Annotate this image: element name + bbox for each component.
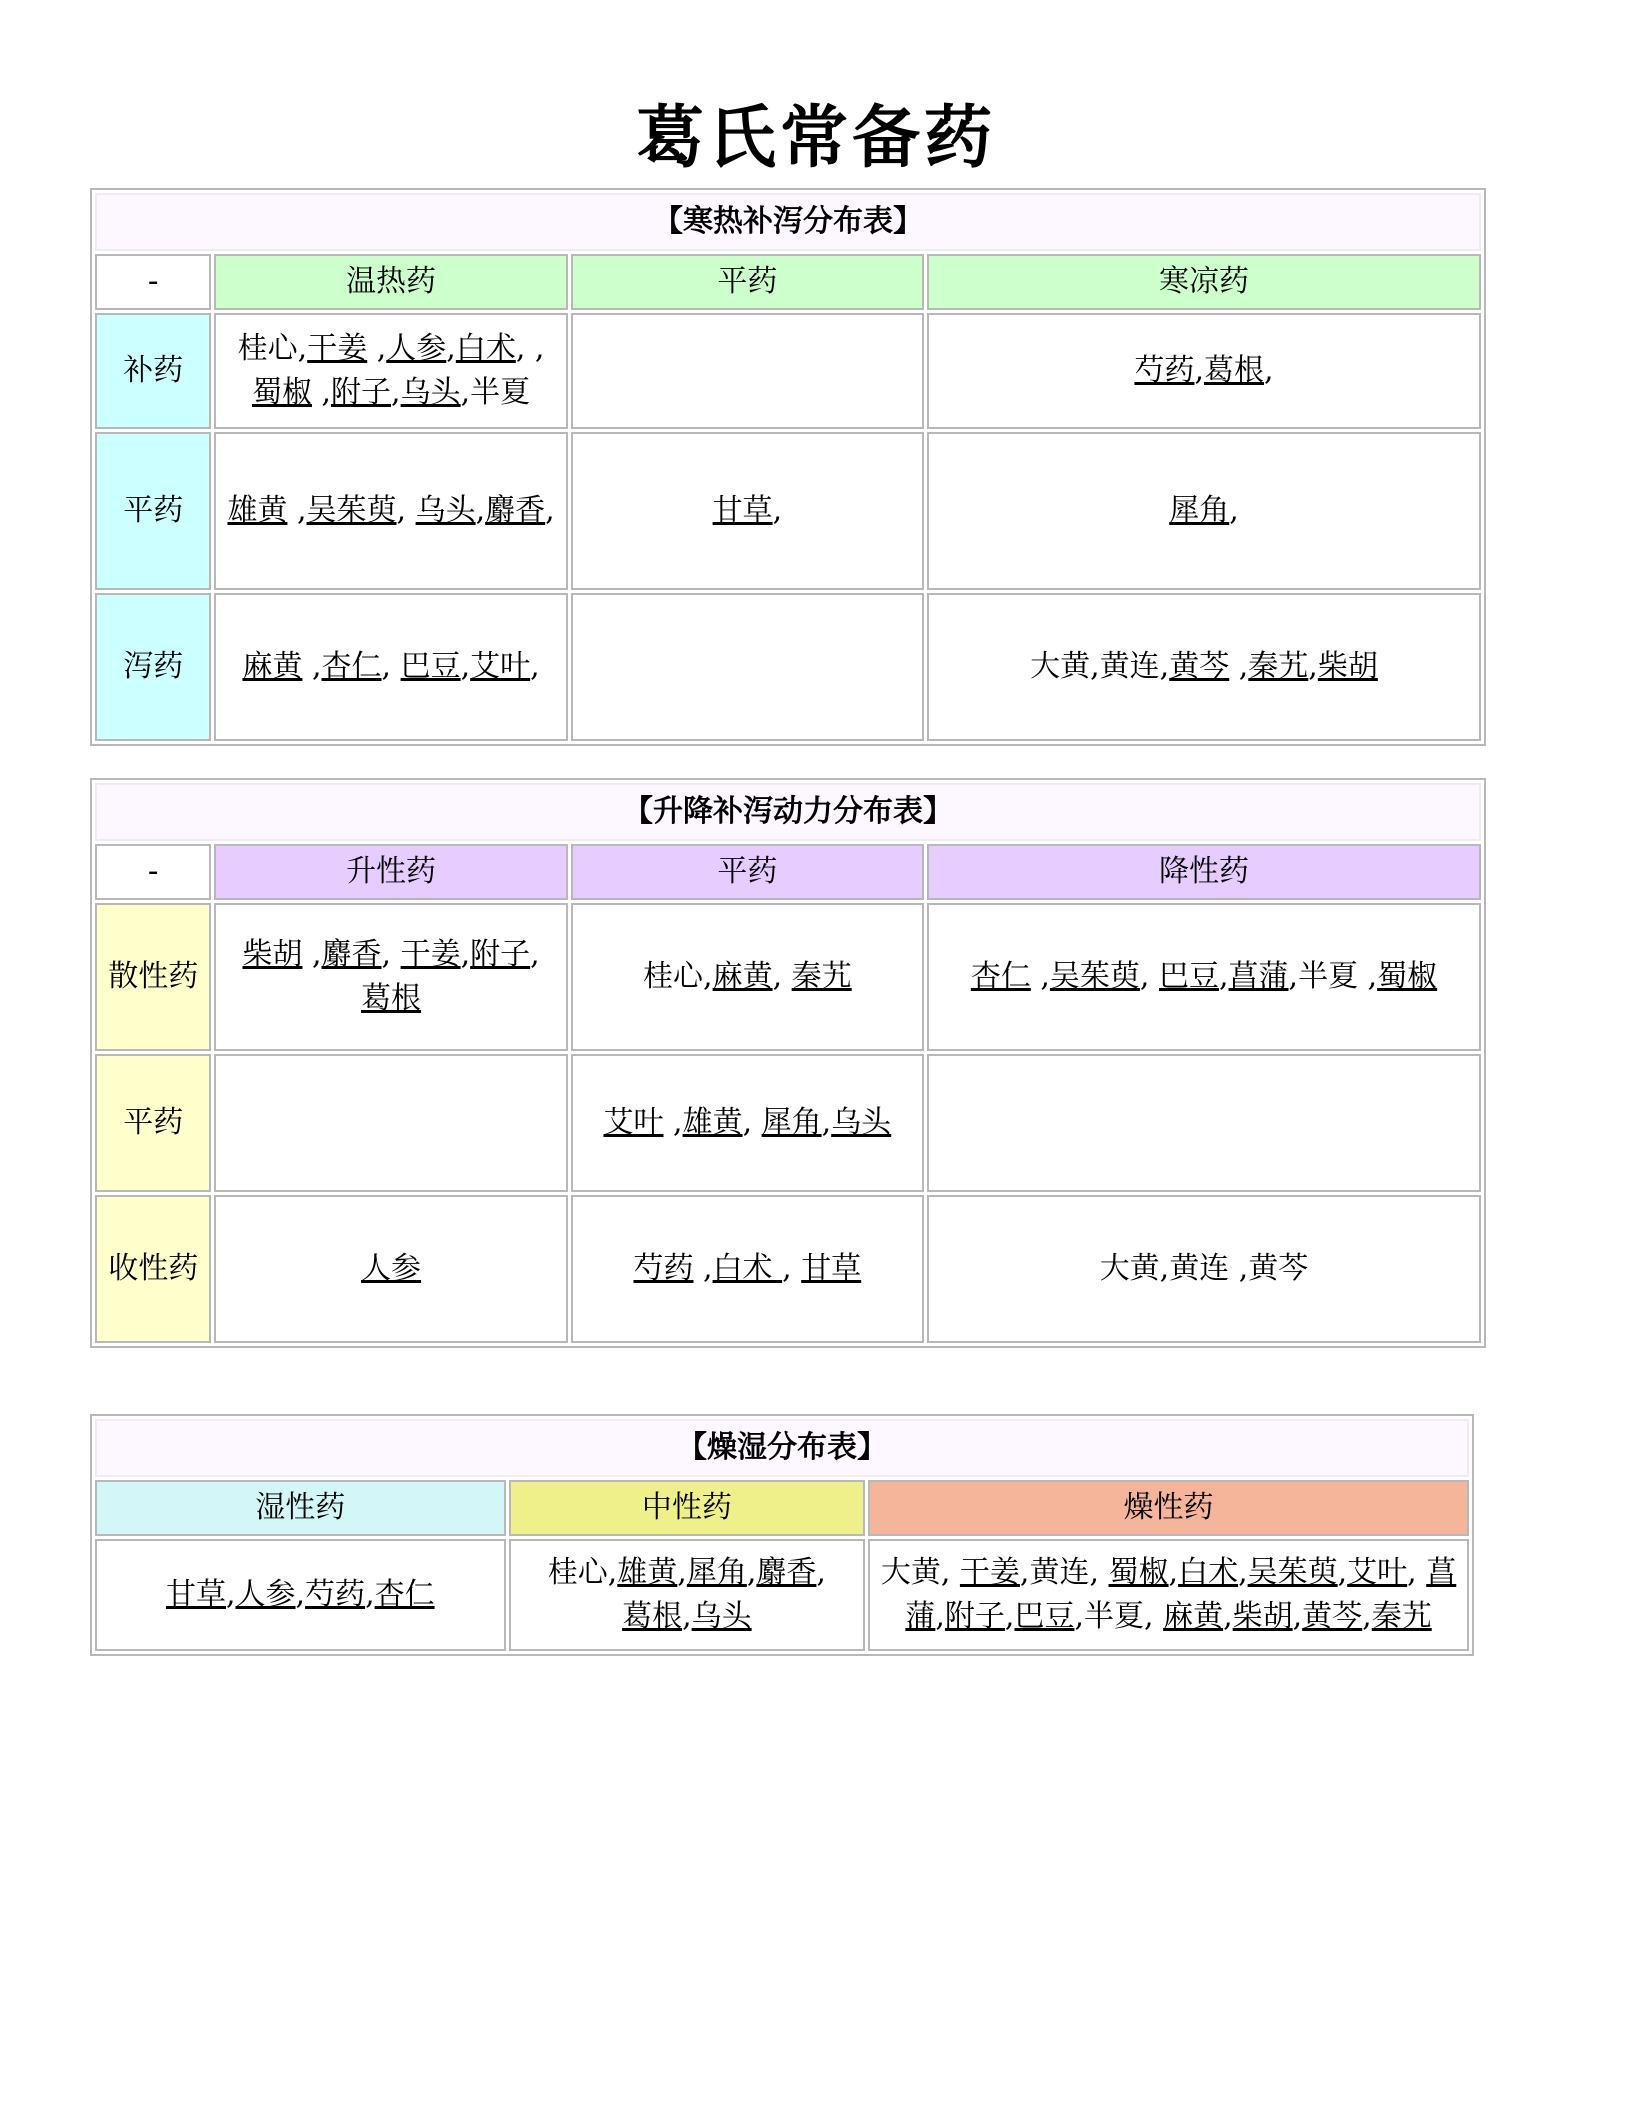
drug-link[interactable]: 附子: [470, 937, 531, 972]
drug-text: ,: [545, 493, 555, 528]
drug-link[interactable]: 秦艽: [791, 959, 852, 994]
table-caption: 【燥湿分布表】: [95, 1419, 1469, 1477]
drug-link[interactable]: 雄黄: [682, 1105, 743, 1140]
drug-link[interactable]: 干姜: [959, 1555, 1020, 1590]
drug-text: ,: [381, 649, 401, 684]
row-header: 散性药: [95, 903, 211, 1051]
column-header: 燥性药: [868, 1480, 1469, 1536]
drug-link[interactable]: 秦艽: [1371, 1599, 1432, 1634]
drug-text: ,: [816, 1555, 826, 1590]
drug-text: ,: [682, 1599, 692, 1634]
drug-link[interactable]: 菖蒲: [905, 1555, 1457, 1634]
drug-text: ,: [287, 493, 307, 528]
drug-link[interactable]: 巴豆: [1158, 959, 1219, 994]
drug-cell: [927, 432, 1481, 590]
drug-text: 大黄,: [880, 1555, 960, 1590]
corner-cell: -: [95, 254, 211, 310]
drug-cell: [509, 1539, 866, 1651]
drug-cell: [214, 903, 567, 1051]
drug-cell: [927, 903, 1481, 1051]
drug-link[interactable]: 白术: [712, 1251, 783, 1286]
drug-link[interactable]: 秦艽: [1248, 649, 1309, 684]
drug-text: ,: [742, 1105, 762, 1140]
drug-link[interactable]: 干姜: [307, 331, 368, 366]
drug-link[interactable]: 麻黄: [712, 959, 773, 994]
drug-text: ,半夏,: [1074, 1599, 1164, 1634]
drug-link[interactable]: 人参: [386, 331, 447, 366]
drug-text: ,: [1407, 1555, 1427, 1590]
row-header: 泻药: [95, 593, 211, 741]
drug-text: ,: [1139, 959, 1159, 994]
drug-cell: [214, 313, 567, 429]
drug-link[interactable]: 巴豆: [1014, 1599, 1075, 1634]
table-caption: 【寒热补泻分布表】: [95, 193, 1481, 251]
drug-link[interactable]: 雄黄: [227, 493, 288, 528]
row-header: 平药: [95, 432, 211, 590]
drug-cell: [927, 313, 1481, 429]
drug-link[interactable]: 犀角: [1169, 493, 1230, 528]
drug-link[interactable]: 乌头: [831, 1105, 892, 1140]
drug-link[interactable]: 乌头: [400, 375, 461, 410]
corner-cell: -: [95, 844, 211, 900]
drug-link[interactable]: 犀角: [686, 1555, 747, 1590]
drug-text: ,: [515, 331, 535, 366]
drug-link[interactable]: 葛根: [622, 1599, 683, 1634]
drug-link[interactable]: 白术: [455, 331, 516, 366]
drug-link[interactable]: 干姜: [400, 937, 461, 972]
drug-link[interactable]: 蜀椒: [1377, 959, 1438, 994]
drug-text: ,: [1362, 1599, 1372, 1634]
drug-link[interactable]: 黄芩: [1169, 649, 1230, 684]
row-header: 补药: [95, 313, 211, 429]
drug-cell: [927, 1195, 1481, 1343]
drug-text: ,: [381, 937, 401, 972]
drug-link[interactable]: 甘草: [801, 1251, 862, 1286]
drug-text: ,: [365, 1577, 375, 1612]
drug-text: ,: [663, 1105, 683, 1140]
drug-link[interactable]: 艾叶: [1347, 1555, 1408, 1590]
drug-text: ,: [446, 331, 456, 366]
row-header: 收性药: [95, 1195, 211, 1343]
drug-text: ,: [1194, 353, 1204, 388]
drug-link[interactable]: 杏仁: [321, 649, 382, 684]
drug-text: ,: [1263, 353, 1274, 388]
drug-link[interactable]: 吴茱萸: [306, 493, 397, 528]
drug-text: ,: [1229, 649, 1249, 684]
drug-cell: [95, 1539, 506, 1651]
drug-link[interactable]: 艾叶: [603, 1105, 664, 1140]
drug-link[interactable]: 柴胡: [242, 937, 303, 972]
drug-text: ,: [475, 493, 486, 528]
drug-text: ,: [311, 375, 332, 410]
drug-text: ,: [1030, 959, 1050, 994]
drug-link[interactable]: 蜀椒: [1108, 1555, 1169, 1590]
drug-text: ,黄连,: [1019, 1555, 1109, 1590]
ascend-descend-table: [90, 778, 1486, 1348]
drug-link[interactable]: 柴胡: [1317, 649, 1378, 684]
page-title: 葛氏常备药: [635, 99, 996, 178]
drug-text: 桂心,: [237, 331, 308, 366]
drug-text: ,: [396, 493, 416, 528]
drug-link[interactable]: 乌头: [691, 1599, 752, 1634]
column-header: 平药: [571, 254, 924, 310]
drug-text: ,: [1004, 1599, 1015, 1634]
drug-link[interactable]: 附子: [331, 375, 392, 410]
drug-link[interactable]: 麝香: [321, 937, 382, 972]
column-header: 寒凉药: [927, 254, 1481, 310]
drug-text: ,半夏 ,: [1288, 959, 1378, 994]
drug-cell: [571, 1054, 924, 1192]
drug-text: 大黄,黄连 ,黄芩: [1099, 1251, 1309, 1286]
drug-text: ,: [367, 331, 387, 366]
drug-text: ,: [1218, 959, 1229, 994]
drug-text: ,: [1292, 1599, 1303, 1634]
drug-text: ,: [302, 649, 322, 684]
drug-link[interactable]: 蜀椒: [251, 375, 312, 410]
drug-cell: [571, 432, 924, 590]
drug-link[interactable]: 麝香: [756, 1555, 817, 1590]
drug-text: ,半夏: [460, 375, 531, 410]
drug-text: ,: [782, 1251, 802, 1286]
drug-link[interactable]: 杏仁: [970, 959, 1031, 994]
table-caption: 【升降补泻动力分布表】: [95, 783, 1481, 841]
drug-text: ,: [935, 1599, 945, 1634]
drug-link[interactable]: 犀角: [761, 1105, 822, 1140]
drug-text: ,: [1308, 649, 1318, 684]
drug-cell: [214, 432, 567, 590]
drug-link[interactable]: 菖蒲: [1228, 959, 1289, 994]
drug-link[interactable]: 巴豆: [400, 649, 461, 684]
drug-link[interactable]: 柴胡: [1232, 1599, 1293, 1634]
column-header: 湿性药: [95, 1480, 506, 1536]
column-header: 平药: [571, 844, 924, 900]
drug-link[interactable]: 麝香: [485, 493, 546, 528]
drug-text: ,: [693, 1251, 713, 1286]
column-header: 中性药: [509, 1480, 866, 1536]
column-header: 升性药: [214, 844, 567, 900]
cold-heat-table: [90, 188, 1486, 746]
drug-cell: [868, 1539, 1469, 1651]
drug-text: ,: [530, 937, 540, 972]
drug-link[interactable]: 芍药: [305, 1577, 366, 1612]
drug-link[interactable]: 麻黄: [1163, 1599, 1224, 1634]
drug-text: ,: [534, 331, 545, 366]
drug-text: ,: [1229, 493, 1239, 528]
drug-link[interactable]: 艾叶: [470, 649, 531, 684]
drug-link[interactable]: 吴茱萸: [1247, 1555, 1338, 1590]
drug-text: ,: [746, 1555, 757, 1590]
drug-cell: [214, 1054, 567, 1192]
drug-text: ,: [225, 1577, 236, 1612]
drug-text: ,: [460, 649, 471, 684]
drug-link[interactable]: 葛根: [361, 981, 422, 1016]
drug-link[interactable]: 黄芩: [1302, 1599, 1363, 1634]
drug-text: ,: [821, 1105, 832, 1140]
drug-text: ,: [772, 959, 792, 994]
drug-cell: [571, 313, 924, 429]
drug-cell: [571, 903, 924, 1051]
drug-cell: [927, 593, 1481, 741]
drug-text: ,: [1168, 1555, 1179, 1590]
drug-link[interactable]: 乌头: [415, 493, 476, 528]
drug-link[interactable]: 人参: [361, 1251, 422, 1286]
drug-cell: [214, 593, 567, 741]
drug-link[interactable]: 甘草: [712, 493, 773, 528]
drug-text: ,: [530, 649, 540, 684]
drug-text: 桂心,: [643, 959, 713, 994]
drug-link[interactable]: 杏仁: [374, 1577, 435, 1612]
drug-link[interactable]: 雄黄: [617, 1555, 678, 1590]
drug-cell: [214, 1195, 567, 1343]
drug-text: 大黄,黄连,: [1030, 649, 1170, 684]
drug-cell: [571, 1195, 924, 1343]
dry-damp-table: [90, 1414, 1474, 1656]
drug-link[interactable]: 甘草: [165, 1577, 226, 1612]
drug-link[interactable]: 葛根: [1203, 353, 1264, 388]
drug-text: ,: [1337, 1555, 1348, 1590]
drug-text: ,: [1223, 1599, 1233, 1634]
drug-text: ,: [677, 1555, 687, 1590]
drug-text: ,: [1238, 1555, 1248, 1590]
drug-link[interactable]: 附子: [944, 1599, 1005, 1634]
drug-text: ,: [391, 375, 401, 410]
drug-cell: [571, 593, 924, 741]
drug-text: 桂心,: [547, 1555, 618, 1590]
drug-link[interactable]: 芍药: [633, 1251, 694, 1286]
drug-cell: [927, 1054, 1481, 1192]
column-header: 降性药: [927, 844, 1481, 900]
drug-link[interactable]: 吴茱萸: [1049, 959, 1140, 994]
drug-text: ,: [295, 1577, 306, 1612]
drug-link[interactable]: 人参: [235, 1577, 296, 1612]
drug-link[interactable]: 芍药: [1134, 353, 1195, 388]
column-header: 温热药: [214, 254, 567, 310]
drug-text: ,: [302, 937, 322, 972]
drug-text: ,: [460, 937, 471, 972]
row-header: 平药: [95, 1054, 211, 1192]
drug-link[interactable]: 麻黄: [242, 649, 303, 684]
drug-link[interactable]: 白术: [1178, 1555, 1239, 1590]
drug-text: ,: [772, 493, 783, 528]
